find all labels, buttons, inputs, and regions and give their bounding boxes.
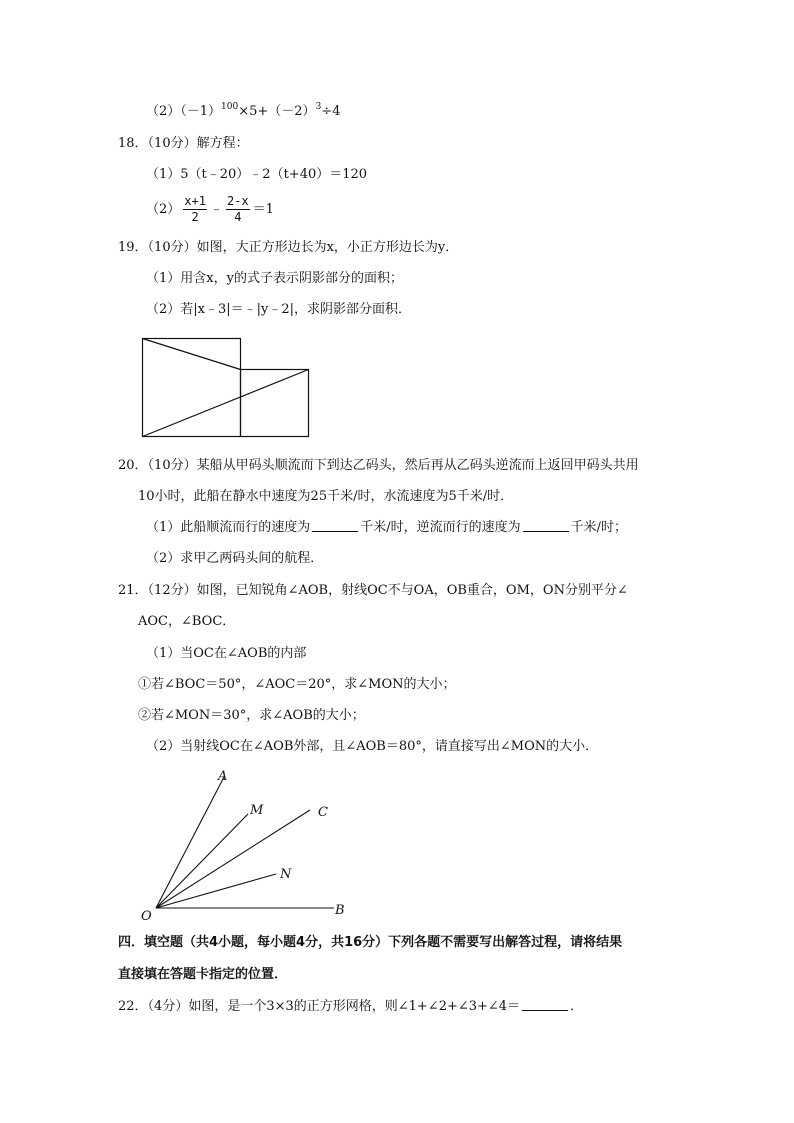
section4-heading-cont: 直接填在答题卡指定的位置． (118, 967, 288, 982)
q21-part2: （2）当射线OC在∠AOB外部，且∠AOB＝80°，请直接写出∠MON的大小． (146, 739, 599, 754)
q19-part2: （2）若|x﹣3|＝﹣|y﹣2|，求阴影部分面积． (146, 302, 412, 317)
ray-oc (156, 810, 310, 908)
fraction-2: $\frac{2-x}{4}$ (226, 194, 249, 224)
label-b: B (335, 903, 345, 918)
answer-blank (312, 519, 358, 532)
q20-part1: （1）此船顺流而行的速度为 千米/时，逆流而行的速度为 千米/时； (146, 520, 628, 535)
large-square (143, 339, 241, 437)
fraction-1: $\frac{x+1}{2}$ (184, 194, 206, 224)
label-c: C (318, 805, 328, 820)
q20-part2: （2）求甲乙两码头间的航程． (146, 551, 324, 566)
answer-blank (522, 998, 568, 1011)
q18-part2: （2） $\frac{x+1}{2}$ ﹣ $\frac{2-x}{4}$ ＝1 (146, 194, 274, 224)
q18-part1: （1）5（t﹣20）﹣2（t+40）＝120 (146, 167, 368, 182)
label-a: A (218, 769, 228, 784)
label-m: M (250, 803, 264, 818)
ray-oa (156, 777, 224, 908)
small-square (241, 370, 309, 437)
angle-figure (138, 764, 358, 924)
q17-part2: $(2)(-1)^{100}\times 5+(-2)^3\div 4$ (146, 102, 341, 119)
q21-case1: ①若∠BOC＝50°，∠AOC＝20°，求∠MON的大小； (138, 677, 456, 692)
q19-heading: 19．（10分）如图，大正方形边长为x，小正方形边长为y． (118, 240, 459, 255)
q20-heading-cont: 10小时，此船在静水中速度为25千米/时，水流速度为5千米/时． (138, 489, 514, 504)
diagonal-large (143, 339, 241, 370)
squares-figure (140, 336, 312, 440)
answer-blank (523, 519, 569, 532)
q18-heading: 18．（10分）解方程： (118, 136, 249, 151)
diagonal-long (143, 370, 309, 437)
q21-part1: （1）当OC在∠AOB的内部 (146, 646, 307, 661)
q21-heading-cont: AOC，∠BOC． (138, 614, 236, 629)
q19-part1: （1）用含x，y的式子表示阴影部分的面积； (146, 271, 403, 286)
label-o: O (141, 909, 152, 924)
q21-case2: ②若∠MON＝30°，求∠AOB的大小； (138, 708, 365, 723)
q21-heading: 21．（12分）如图，已知锐角∠AOB，射线OC不与OA，OB重合，OM，ON分别平分∠ (118, 583, 628, 598)
ray-on (156, 874, 276, 908)
section4-heading: 四．填空题（共4小题，每小题4分，共16分）下列各题不需要写出解答过程，请将结果 (118, 935, 623, 950)
q22-heading: 22．（4分）如图，是一个3×3的正方形网格，则∠1+∠2+∠3+∠4＝ ． (118, 999, 584, 1014)
label-n: N (280, 867, 292, 882)
ray-om (156, 814, 248, 908)
q20-heading: 20．（10分）某船从甲码头顺流而下到达乙码头，然后再从乙码头逆流而上返回甲码头共用 (118, 458, 639, 473)
